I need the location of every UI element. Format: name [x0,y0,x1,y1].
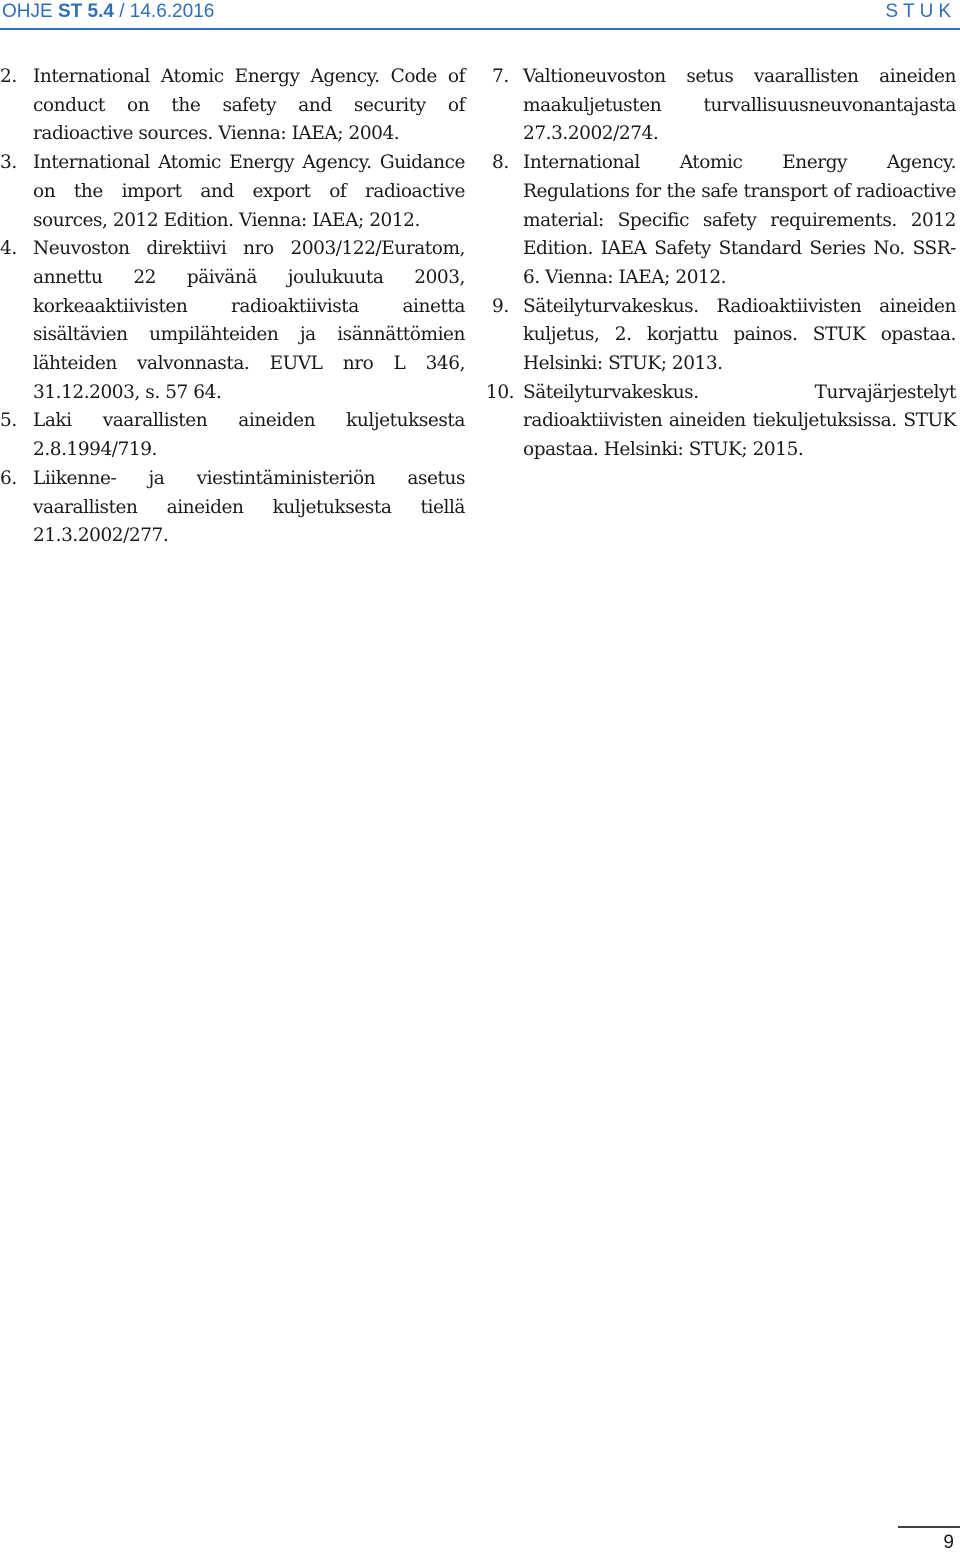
reference-item-10 [486,379,956,465]
reference-number: 9. [492,295,509,317]
reference-number: 8. [492,152,509,174]
reference-item-3 [0,149,465,235]
reference-item-2 [0,63,465,149]
reference-number: 7. [492,66,509,87]
reference-number: 2. [0,66,17,87]
reference-item-9 [492,293,956,379]
reference-text: Liikenne- ja viestintäministeriön asetus vaarallisten aineiden kuljetuksesta tiellä 21.3.2002/277. [33,467,465,547]
references-right-column [486,63,956,465]
document-date: 14.6.2016 [129,1,215,22]
reference-text: International Atomic Energy Agency. Guidance on the import and export of radioactive sources, 2012 Edition. Vienna: IAEA; 2012. [33,152,465,231]
page-header [0,0,960,28]
reference-item-8 [492,149,956,293]
footer-divider [898,1526,960,1528]
header-divider [0,28,960,30]
reference-number: 6. [0,467,17,489]
publisher-name: STUK [885,1,956,22]
reference-text: International Atomic Energy Agency. Code of conduct on the safety and security of radioactive sources. Vienna: IAEA; 2004. [33,66,465,145]
reference-text: International Atomic Energy Agency. Regulations for the safe transport of radioactive material: Specific safety requirements. 2012 Edition. IAEA Safety Standard Series No. SSR-6. Vienna: IAEA; 2012. [523,152,956,288]
reference-number: 5. [0,410,17,432]
reference-text: Neuvoston direktiivi nro 2003/122/Euratom, annettu 22 päivänä joulukuuta 2003, korkeaaktiivisten radioaktiivista ainetta sisältävien umpilähteiden ja isännättömien lähteiden valvonnasta. EUVL nro L 346, 31.12.2003, s. 57 64. [33,238,465,403]
date-separator: / [113,1,130,22]
document-code: ST 5.4 [57,1,114,22]
document-identifier [2,1,214,23]
page-number: 9 [943,1532,954,1553]
reference-number: 10. [486,381,515,403]
reference-number: 3. [0,152,17,174]
reference-item-7 [492,63,956,149]
reference-item-5 [0,407,465,464]
reference-text: Säteilyturvakeskus. Turvajärjestelyt radioaktiivisten aineiden tiekuljetuksissa. STUK opastaa. Helsinki: STUK; 2015. [523,381,956,461]
reference-text: Valtioneuvoston setus vaarallisten aineiden maakuljetusten turvallisuusneuvonantajasta 27.3.2002/274. [523,66,956,145]
reference-item-6 [0,465,465,551]
document-type: OHJE [2,1,53,22]
reference-text: Säteilyturvakeskus. Radioaktiivisten aineiden kuljetus, 2. korjattu painos. STUK opastaa. Helsinki: STUK; 2013. [523,295,956,375]
reference-item-4 [0,235,465,407]
references-left-column [0,63,465,551]
reference-number: 4. [0,238,17,260]
reference-text: Laki vaarallisten aineiden kuljetuksesta 2.8.1994/719. [33,410,465,461]
